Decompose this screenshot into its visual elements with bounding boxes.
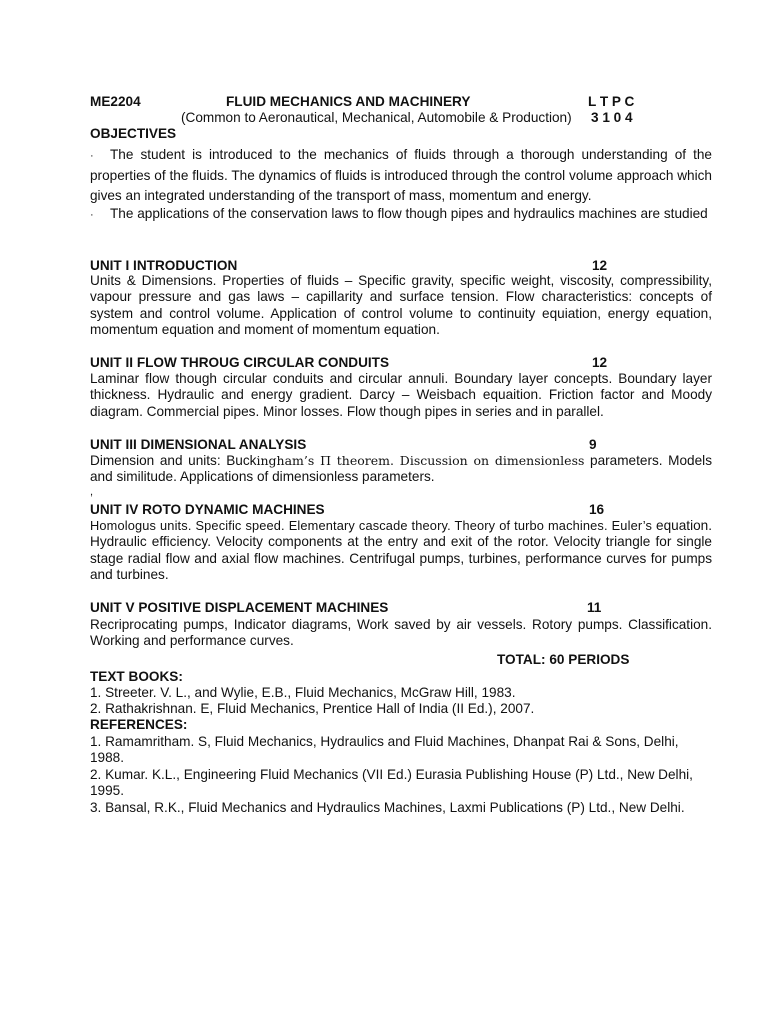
- unit-2-hours: 12: [592, 355, 608, 370]
- stray-comma: ,: [90, 486, 94, 498]
- unit-5-body: Recriprocating pumps, Indicator diagrams, Work saved by air vessels. Rotory pumps. Classification. Working and performance curves.: [90, 617, 712, 649]
- reference-item: 3. Bansal, R.K., Fluid Mechanics and Hydraulics Machines, Laxmi Publications (P) Ltd., New Delhi.: [90, 800, 685, 815]
- unit-4-body: Homologus units. Specific speed. Elementary cascade theory. Theory of turbo machines. Euler’s equation. Hydraulic efficiency. Velocity components at the entry and exit of the rotor. Velocity triangle for single stage radial flow and axial flow machines. Centrifugal pumps, turbines, performance curves for pumps and turbines.: [90, 518, 712, 583]
- unit-1-body: Units & Dimensions. Properties of fluids – Specific gravity, specific weight, viscosity, compressibility, vapour pressure and gas laws – capillarity and surface tension. Flow characteristics: concepts of system and control volume. Application of control volume to continuity equiation, energy equation, momentum equation and moment of momentum equation.: [90, 273, 712, 338]
- objectives-heading: OBJECTIVES: [90, 126, 177, 141]
- ltpc-label: L T P C: [588, 94, 635, 109]
- unit-1-title: UNIT I INTRODUCTION: [90, 258, 238, 273]
- unit-2-body: Laminar flow though circular conduits and circular annuli. Boundary layer concepts. Boundary layer thickness. Hydraulic and energy gradient. Darcy – Weisbach equaition. Friction factor and Moody diagram. Commercial pipes. Minor losses. Flow though pipes in series and in parallel.: [90, 371, 712, 419]
- unit-3-hours: 9: [589, 437, 597, 452]
- unit-4-title: UNIT IV ROTO DYNAMIC MACHINES: [90, 502, 325, 517]
- unit-5-hours: 11: [587, 600, 602, 615]
- unit-1-hours: 12: [592, 258, 608, 273]
- course-title: FLUID MECHANICS AND MACHINERY: [226, 94, 471, 109]
- references-heading: REFERENCES:: [90, 717, 188, 732]
- bullet-icon: ·: [90, 209, 94, 221]
- unit-5-title: UNIT V POSITIVE DISPLACEMENT MACHINES: [90, 600, 389, 615]
- bullet-icon: ·: [90, 150, 94, 162]
- unit-3-title: UNIT III DIMENSIONAL ANALYSIS: [90, 437, 307, 452]
- unit-2-title: UNIT II FLOW THROUG CIRCULAR CONDUITS: [90, 355, 390, 370]
- unit-3-body: Dimension and units: Buckingham’s Π theorem. Discussion on dimensionless parameters. Models and similitude. Applications of dimensionless parameters.: [90, 453, 712, 485]
- ltpc-values: 3 1 0 4: [591, 110, 633, 125]
- objective-text: The student is introduced to the mechanics of fluids through a thorough understanding of the properties of the fluids. The dynamics of fluids is introduced through the control volume approach which gives an integrated understanding of the transport of mass, momentum and energy.: [90, 147, 712, 203]
- text-book-item: 2. Rathakrishnan. E, Fluid Mechanics, Prentice Hall of India (II Ed.), 2007.: [90, 701, 535, 716]
- course-common-note: (Common to Aeronautical, Mechanical, Automobile & Production): [181, 110, 572, 125]
- text-book-item: 1. Streeter. V. L., and Wylie, E.B., Fluid Mechanics, McGraw Hill, 1983.: [90, 685, 516, 700]
- objective-item: [90, 204, 712, 225]
- text-books-heading: TEXT BOOKS:: [90, 669, 183, 684]
- objective-item: [90, 145, 712, 206]
- total-periods: TOTAL: 60 PERIODS: [497, 652, 630, 667]
- reference-item: 1. Ramamritham. S, Fluid Mechanics, Hydraulics and Fluid Machines, Dhanpat Rai & Sons, Delhi, 1988.: [90, 734, 679, 766]
- course-code: ME2204: [90, 94, 141, 109]
- unit-4-hours: 16: [589, 502, 605, 517]
- reference-item: 2. Kumar. K.L., Engineering Fluid Mechanics (VII Ed.) Eurasia Publishing House (P) Ltd., New Delhi, 1995.: [90, 767, 693, 799]
- objective-text: The applications of the conservation laws to flow though pipes and hydraulics machines are studied: [110, 206, 708, 221]
